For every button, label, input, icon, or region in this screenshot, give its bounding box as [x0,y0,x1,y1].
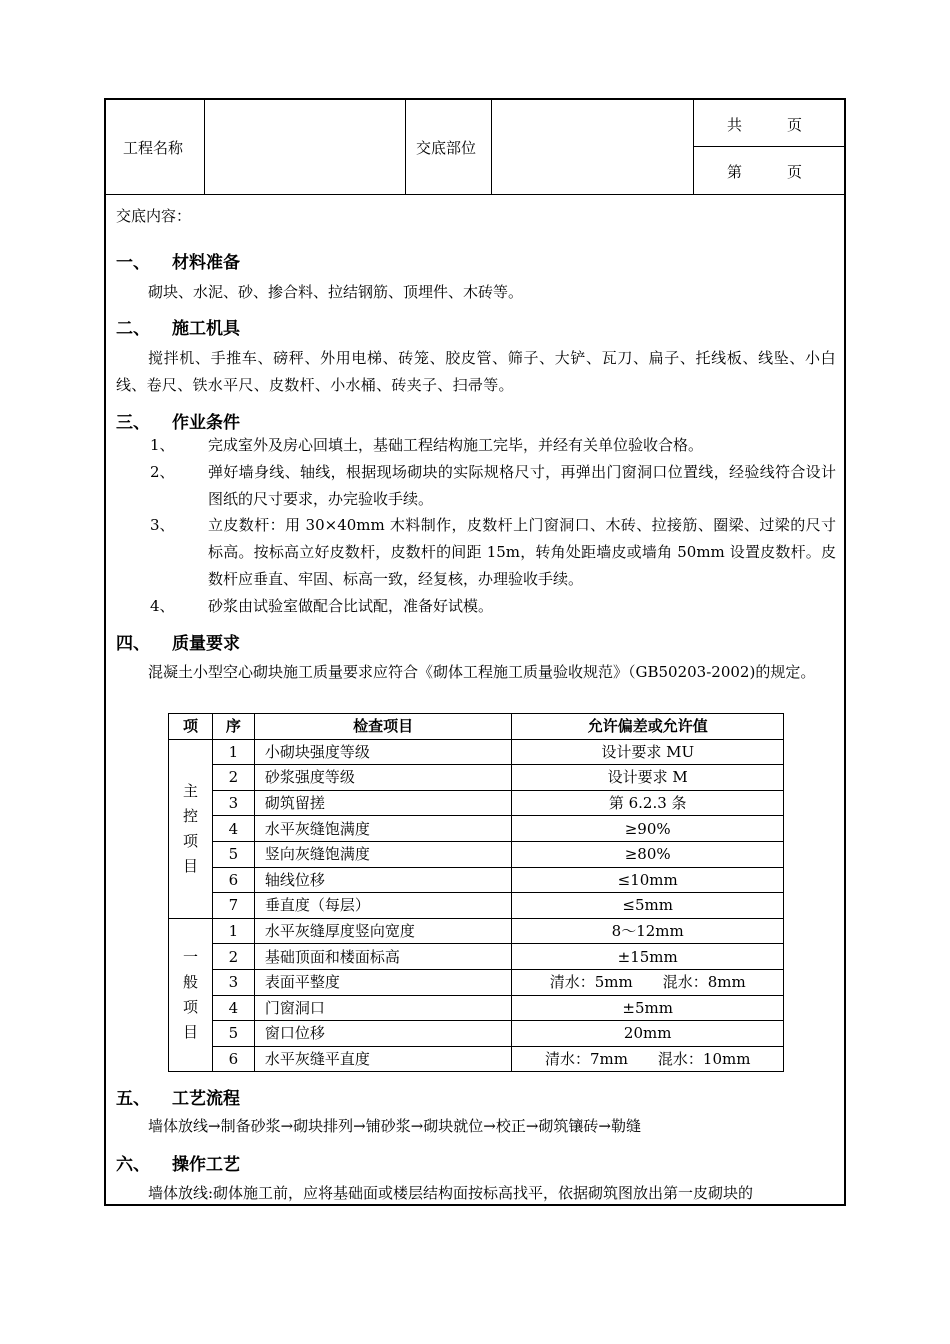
table-row [169,918,784,944]
section-text: 砌块、水泥、砂、掺合料、拉结钢筋、顶埋件、木砖等。 [148,283,524,301]
section-text: 搅拌机、手推车、磅秤、外用电梯、砖笼、胶皮管、筛子、大铲、瓦刀、扁子、托线板、线坠、小白线、卷尺、铁水平尺、皮数杆、小水桶、砖夹子、扫帚等。 [116,349,836,394]
allowed-value: 设计要求 MU [512,739,784,765]
check-item: 水平灰缝饱满度 [254,816,512,842]
check-item: 砌筑留搓 [254,790,512,816]
section-title: 作业条件 [172,413,240,433]
section-title: 施工机具 [172,319,240,339]
allowed-value: 20mm [512,1021,784,1047]
table-row [169,765,784,791]
row-number: 5 [212,1021,254,1047]
column-header: 序 [212,714,254,740]
column-header: 允许偏差或允许值 [512,714,784,740]
section-heading [116,629,240,654]
item-number: 1、 [150,436,175,454]
allowed-value: ≤5mm [512,893,784,919]
column-header: 项 [169,714,213,740]
row-number: 2 [212,765,254,791]
item-number: 4、 [150,597,175,615]
check-item: 水平灰缝平直度 [254,1046,512,1072]
check-item: 表面平整度 [254,969,512,995]
section-heading [116,1150,240,1175]
document-frame [104,98,846,1206]
table-row [169,893,784,919]
table-row [169,867,784,893]
allowed-value: 8～12mm [512,918,784,944]
header-divider [405,100,406,194]
allowed-value: 第 6.2.3 条 [512,790,784,816]
section-title: 操作工艺 [172,1155,240,1175]
table-row [169,969,784,995]
section-heading [116,248,240,273]
row-number: 1 [212,739,254,765]
section-text: 墙体放线→制备砂浆→砌块排列→铺砂浆→砌块就位→校正→砌筑镶砖→勒缝 [148,1117,641,1135]
row-number: 6 [212,867,254,893]
item-text: 完成室外及房心回填土，基础工程结构施工完毕，并经有关单位验收合格。 [208,436,704,454]
section-number: 一、 [116,253,150,273]
row-number: 3 [212,969,254,995]
row-number: 4 [212,816,254,842]
section-heading [116,408,240,433]
item-text: 立皮数杆：用 30×40mm 木料制作，皮数杆上门窗洞口、木砖、拉接筋、圈梁、过梁的尺寸标高。按标高立好皮数杆，皮数杆的间距 15m，转角处距墙皮或墙角 50mm 设置皮数杆。皮数杆应垂直、牢固、标高一致，经复核，办理验收手续。 [208,516,836,588]
section-text: 混凝土小型空心砌块施工质量要求应符合《砌体工程施工质量验收规范》（GB50203-2002)的规定。 [148,663,816,681]
row-number: 3 [212,790,254,816]
check-item: 竖向灰缝饱满度 [254,841,512,867]
section-title: 材料准备 [172,253,240,273]
item-number: 3、 [150,516,175,534]
allowed-value: 清水：7mm 混水：10mm [512,1046,784,1072]
section-number: 四、 [116,634,150,654]
group-label-general: 一般项目 [169,918,213,1072]
header-divider [693,146,844,147]
section-heading [116,314,240,339]
column-header: 检查项目 [254,714,512,740]
header-divider [693,100,694,194]
allowed-value: 设计要求 M [512,765,784,791]
check-item: 窗口位移 [254,1021,512,1047]
row-number: 7 [212,893,254,919]
page-number: 第 页 [727,163,803,181]
section-number: 二、 [116,319,150,339]
header-divider [491,100,492,194]
row-number: 6 [212,1046,254,1072]
check-item: 轴线位移 [254,867,512,893]
allowed-value: ±15mm [512,944,784,970]
allowed-value: ±5mm [512,995,784,1021]
section-title: 工艺流程 [172,1089,240,1109]
allowed-value: 清水：5mm 混水：8mm [512,969,784,995]
content-label: 交底内容： [116,207,192,225]
section-heading [116,1084,240,1109]
allowed-value: ≥90% [512,816,784,842]
group-label-main: 主控项目 [169,739,213,918]
row-number: 1 [212,918,254,944]
check-item: 垂直度（每层） [254,893,512,919]
table-row [169,1046,784,1072]
row-number: 5 [212,841,254,867]
header-table [106,100,844,195]
section-number: 三、 [116,413,150,433]
header-divider [204,100,205,194]
check-item: 小砌块强度等级 [254,739,512,765]
check-item: 门窗洞口 [254,995,512,1021]
section-number: 五、 [116,1089,150,1109]
row-number: 2 [212,944,254,970]
total-pages: 共 页 [727,116,803,134]
section-number: 六、 [116,1155,150,1175]
item-text: 砂浆由试验室做配合比试配，准备好试模。 [208,597,494,615]
table-row [169,739,784,765]
table-row [169,995,784,1021]
item-number: 2、 [150,463,175,481]
check-item: 基础顶面和楼面标高 [254,944,512,970]
table-header-row [169,714,784,740]
allowed-value: ≤10mm [512,867,784,893]
table-row [169,944,784,970]
table-row [169,841,784,867]
quality-table [168,713,784,1072]
item-text: 弹好墙身线、轴线，根据现场砌块的实际规格尺寸，再弹出门窗洞口位置线，经验线符合设计图纸的尺寸要求，办完验收手续。 [208,463,836,508]
table-row [169,790,784,816]
check-item: 水平灰缝厚度竖向宽度 [254,918,512,944]
allowed-value: ≥80% [512,841,784,867]
check-item: 砂浆强度等级 [254,765,512,791]
row-number: 4 [212,995,254,1021]
location-label: 交底部位 [416,139,477,157]
project-name-label: 工程名称 [123,139,184,157]
table-row [169,816,784,842]
table-row [169,1021,784,1047]
section-text: 墙体放线:砌体施工前，应将基础面或楼层结构面按标高找平，依据砌筑图放出第一皮砌块的 [148,1184,754,1202]
section-title: 质量要求 [172,634,240,654]
